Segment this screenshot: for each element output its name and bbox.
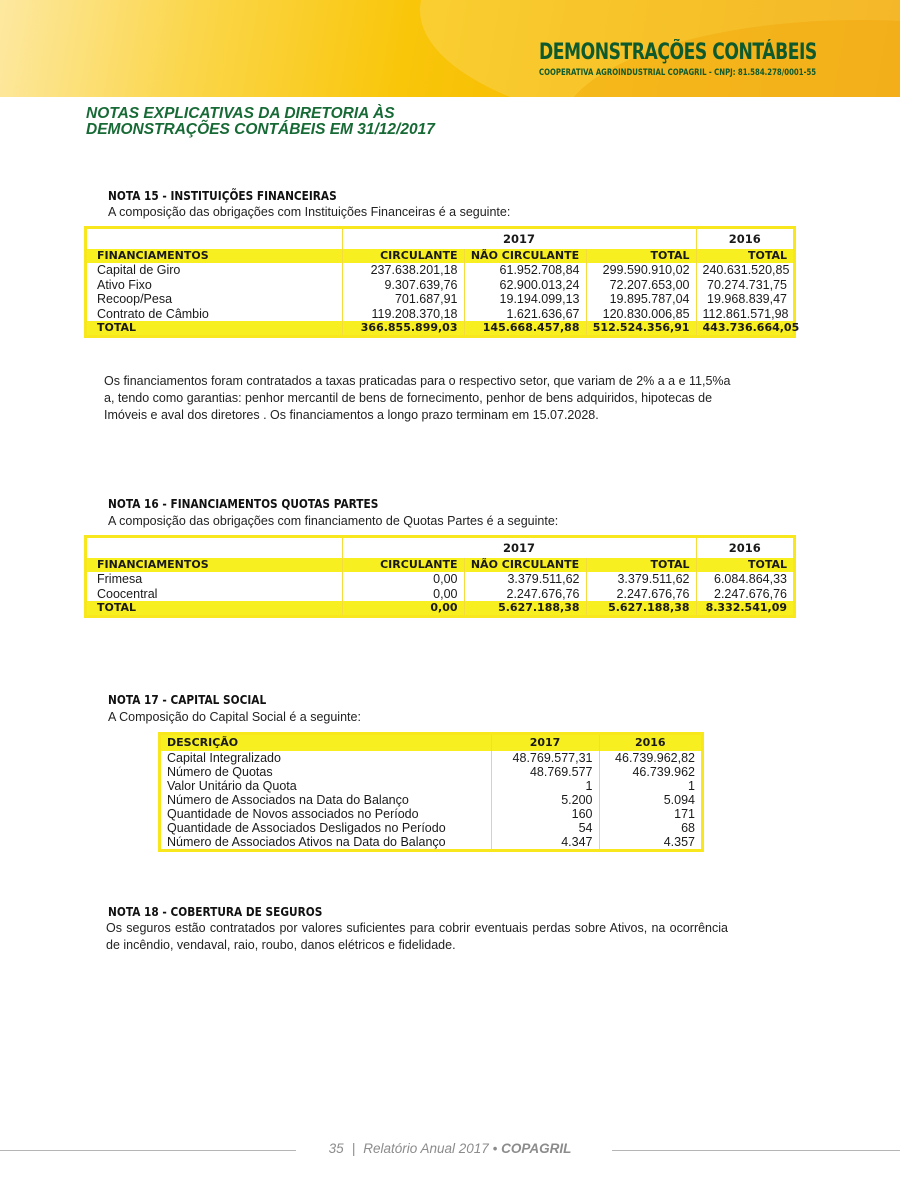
cell-nao-circulante: 1.621.636,67 (464, 307, 586, 322)
table-row (161, 821, 701, 835)
nota15-paragraph: Os financiamentos foram contratados a taxas praticadas para o respectivo setor, que variam de 2% a a e 11,5%a a, tendo como garantias: penhor mercantil de bens de fornecimento, penhor de bens adquiridos, hipotecas de Imóveis e aval dos diretores . Os financiamentos a longo prazo terminam em 15.07.2028. (104, 374, 731, 422)
nota16-intro: A composição das obrigações com financiamento de Quotas Partes é a seguinte: (108, 514, 559, 528)
table-row (161, 751, 701, 765)
cell-nao-circulante: 19.194.099,13 (464, 292, 586, 307)
cell-total-2016: 2.247.676,76 (696, 587, 793, 602)
table-row (87, 572, 793, 587)
col-financiamentos: FINANCIAMENTOS (87, 558, 342, 572)
cell-total-2016: 112.861.571,98 (696, 307, 793, 322)
col-descricao: DESCRIÇÃO (161, 735, 491, 751)
cell-2017: 160 (491, 807, 599, 821)
year-2016-header: 2016 (696, 538, 793, 558)
row-label: Ativo Fixo (97, 277, 152, 292)
nota18-paragraph: Os seguros estão contratados por valores suficientes para cobrir eventuais perdas sobre Ativos, na ocorrência de incêndio, vendaval, raio, roubo, danos elétricos e fidelidade. (106, 921, 728, 952)
table-row (87, 292, 793, 307)
cell-circulante: 237.638.201,18 (342, 263, 464, 278)
cell-total-2016: 240.631.520,85 (696, 263, 793, 278)
cell-2017: 48.769.577,31 (491, 751, 599, 765)
footer-bullet: • (492, 1141, 498, 1156)
cell-nao-circulante: 61.952.708,84 (464, 263, 586, 278)
total-circulante: 366.855.899,03 (342, 321, 464, 335)
nota15-intro: A composição das obrigações com Instituições Financeiras é a seguinte: (108, 205, 511, 219)
row-label: Número de Associados Ativos na Data do Balanço (167, 835, 446, 849)
cell-circulante: 0,00 (342, 587, 464, 602)
col-total-2017: TOTAL (586, 558, 696, 572)
total-nao-circulante: 5.627.188,38 (464, 601, 586, 615)
cell-2017: 48.769.577 (491, 765, 599, 779)
table-row (87, 278, 793, 293)
col-total-2016: TOTAL (696, 249, 793, 263)
column-header-row (87, 558, 793, 572)
col-2016: 2016 (599, 735, 701, 751)
footer-separator: | (351, 1141, 356, 1156)
col-total-2016: TOTAL (696, 558, 793, 572)
cell-2016: 46.739.962,82 (599, 751, 701, 765)
nota15-table (84, 226, 800, 338)
year-2016-header: 2016 (696, 229, 793, 249)
year-header-row (87, 538, 793, 558)
nota17-title: NOTA 17 - CAPITAL SOCIAL (108, 693, 267, 707)
cell-total-2017: 72.207.653,00 (586, 278, 696, 293)
column-header-row (161, 735, 701, 751)
cell-total-2017: 3.379.511,62 (586, 572, 696, 587)
cell-total-2017: 2.247.676,76 (586, 587, 696, 602)
table-row (161, 779, 701, 793)
table-row (87, 587, 793, 602)
col-circulante: CIRCULANTE (342, 558, 464, 572)
col-circulante: CIRCULANTE (342, 249, 464, 263)
total-label: TOTAL (87, 321, 342, 335)
nota18-title: NOTA 18 - COBERTURA DE SEGUROS (108, 905, 323, 919)
row-label: Quantidade de Novos associados no Período (167, 807, 419, 821)
cell-circulante: 701.687,91 (342, 292, 464, 307)
row-label: Frimesa (97, 572, 143, 586)
cell-total-2017: 19.895.787,04 (586, 292, 696, 307)
table-row (161, 765, 701, 779)
year-header-spacer (87, 538, 342, 558)
cell-circulante: 0,00 (342, 572, 464, 587)
total-2017: 512.524.356,91 (586, 321, 696, 335)
col-financiamentos: FINANCIAMENTOS (87, 249, 342, 263)
col-nao-circulante: NÃO CIRCULANTE (464, 558, 586, 572)
cell-2016: 46.739.962 (599, 765, 701, 779)
page-title-line2: DEMONSTRAÇÕES CONTÁBEIS EM 31/12/2017 (86, 121, 435, 138)
total-circulante: 0,00 (342, 601, 464, 615)
cell-nao-circulante: 2.247.676,76 (464, 587, 586, 602)
cell-2017: 54 (491, 821, 599, 835)
page-title-line1: NOTAS EXPLICATIVAS DA DIRETORIA ÀS (86, 105, 395, 122)
cell-total-2016: 6.084.864,33 (696, 572, 793, 587)
cell-2017: 1 (491, 779, 599, 793)
col-nao-circulante: NÃO CIRCULANTE (464, 249, 586, 263)
cell-2016: 68 (599, 821, 701, 835)
col-total-2017: TOTAL (586, 249, 696, 263)
row-label: Quantidade de Associados Desligados no Período (167, 821, 446, 835)
table-row (87, 263, 793, 278)
cell-2016: 171 (599, 807, 701, 821)
page-number: 35 (328, 1141, 344, 1156)
header-banner (0, 0, 900, 97)
cell-nao-circulante: 62.900.013,24 (464, 278, 586, 293)
total-row (87, 321, 793, 335)
row-label: Capital Integralizado (167, 751, 281, 765)
cell-2016: 5.094 (599, 793, 701, 807)
table-row (161, 835, 701, 849)
cell-2017: 5.200 (491, 793, 599, 807)
year-header-row (87, 229, 793, 249)
cell-total-2017: 120.830.006,85 (586, 307, 696, 322)
footer (0, 1141, 900, 1156)
column-header-row (87, 249, 793, 263)
table-row (161, 793, 701, 807)
cell-2016: 4.357 (599, 835, 701, 849)
total-nao-circulante: 145.668.457,88 (464, 321, 586, 335)
row-label: Valor Unitário da Quota (167, 779, 297, 793)
nota17-table (158, 732, 704, 852)
year-2017-header: 2017 (342, 538, 696, 558)
col-2017: 2017 (491, 735, 599, 751)
table-row (161, 807, 701, 821)
cell-total-2017: 299.590.910,02 (586, 263, 696, 278)
cell-circulante: 9.307.639,76 (342, 278, 464, 293)
total-2016: 8.332.541,09 (696, 601, 793, 615)
total-2017: 5.627.188,38 (586, 601, 696, 615)
row-label: Recoop/Pesa (97, 292, 173, 306)
year-header-spacer (87, 229, 342, 249)
cell-total-2016: 19.968.839,47 (696, 292, 793, 307)
row-label: Número de Associados na Data do Balanço (167, 793, 409, 807)
row-label: Contrato de Câmbio (97, 306, 209, 321)
nota15-title: NOTA 15 - INSTITUIÇÕES FINANCEIRAS (108, 189, 337, 203)
footer-report: Relatório Anual 2017 (363, 1141, 489, 1156)
row-label: Capital de Giro (97, 263, 181, 277)
nota17-intro: A Composição do Capital Social é a seguinte: (108, 710, 361, 724)
table-row (87, 307, 793, 322)
cell-2017: 4.347 (491, 835, 599, 849)
footer-brand: COPAGRIL (501, 1141, 572, 1156)
row-label: Número de Quotas (167, 765, 273, 779)
year-2017-header: 2017 (342, 229, 696, 249)
total-2016: 443.736.664,05 (696, 321, 793, 335)
row-label: Coocentral (97, 586, 158, 601)
total-label: TOTAL (87, 601, 342, 615)
total-row (87, 601, 793, 615)
cell-total-2016: 70.274.731,75 (696, 278, 793, 293)
page-title (86, 106, 435, 138)
cell-nao-circulante: 3.379.511,62 (464, 572, 586, 587)
cell-circulante: 119.208.370,18 (342, 307, 464, 322)
nota16-title: NOTA 16 - FINANCIAMENTOS QUOTAS PARTES (108, 497, 379, 511)
nota16-table (84, 535, 796, 618)
header-title: DEMONSTRAÇÕES CONTÁBEIS (539, 40, 817, 65)
cell-2016: 1 (599, 779, 701, 793)
header-subtitle: COOPERATIVA AGROINDUSTRIAL COPAGRIL - CNPJ: 81.584.278/0001-55 (539, 68, 817, 78)
